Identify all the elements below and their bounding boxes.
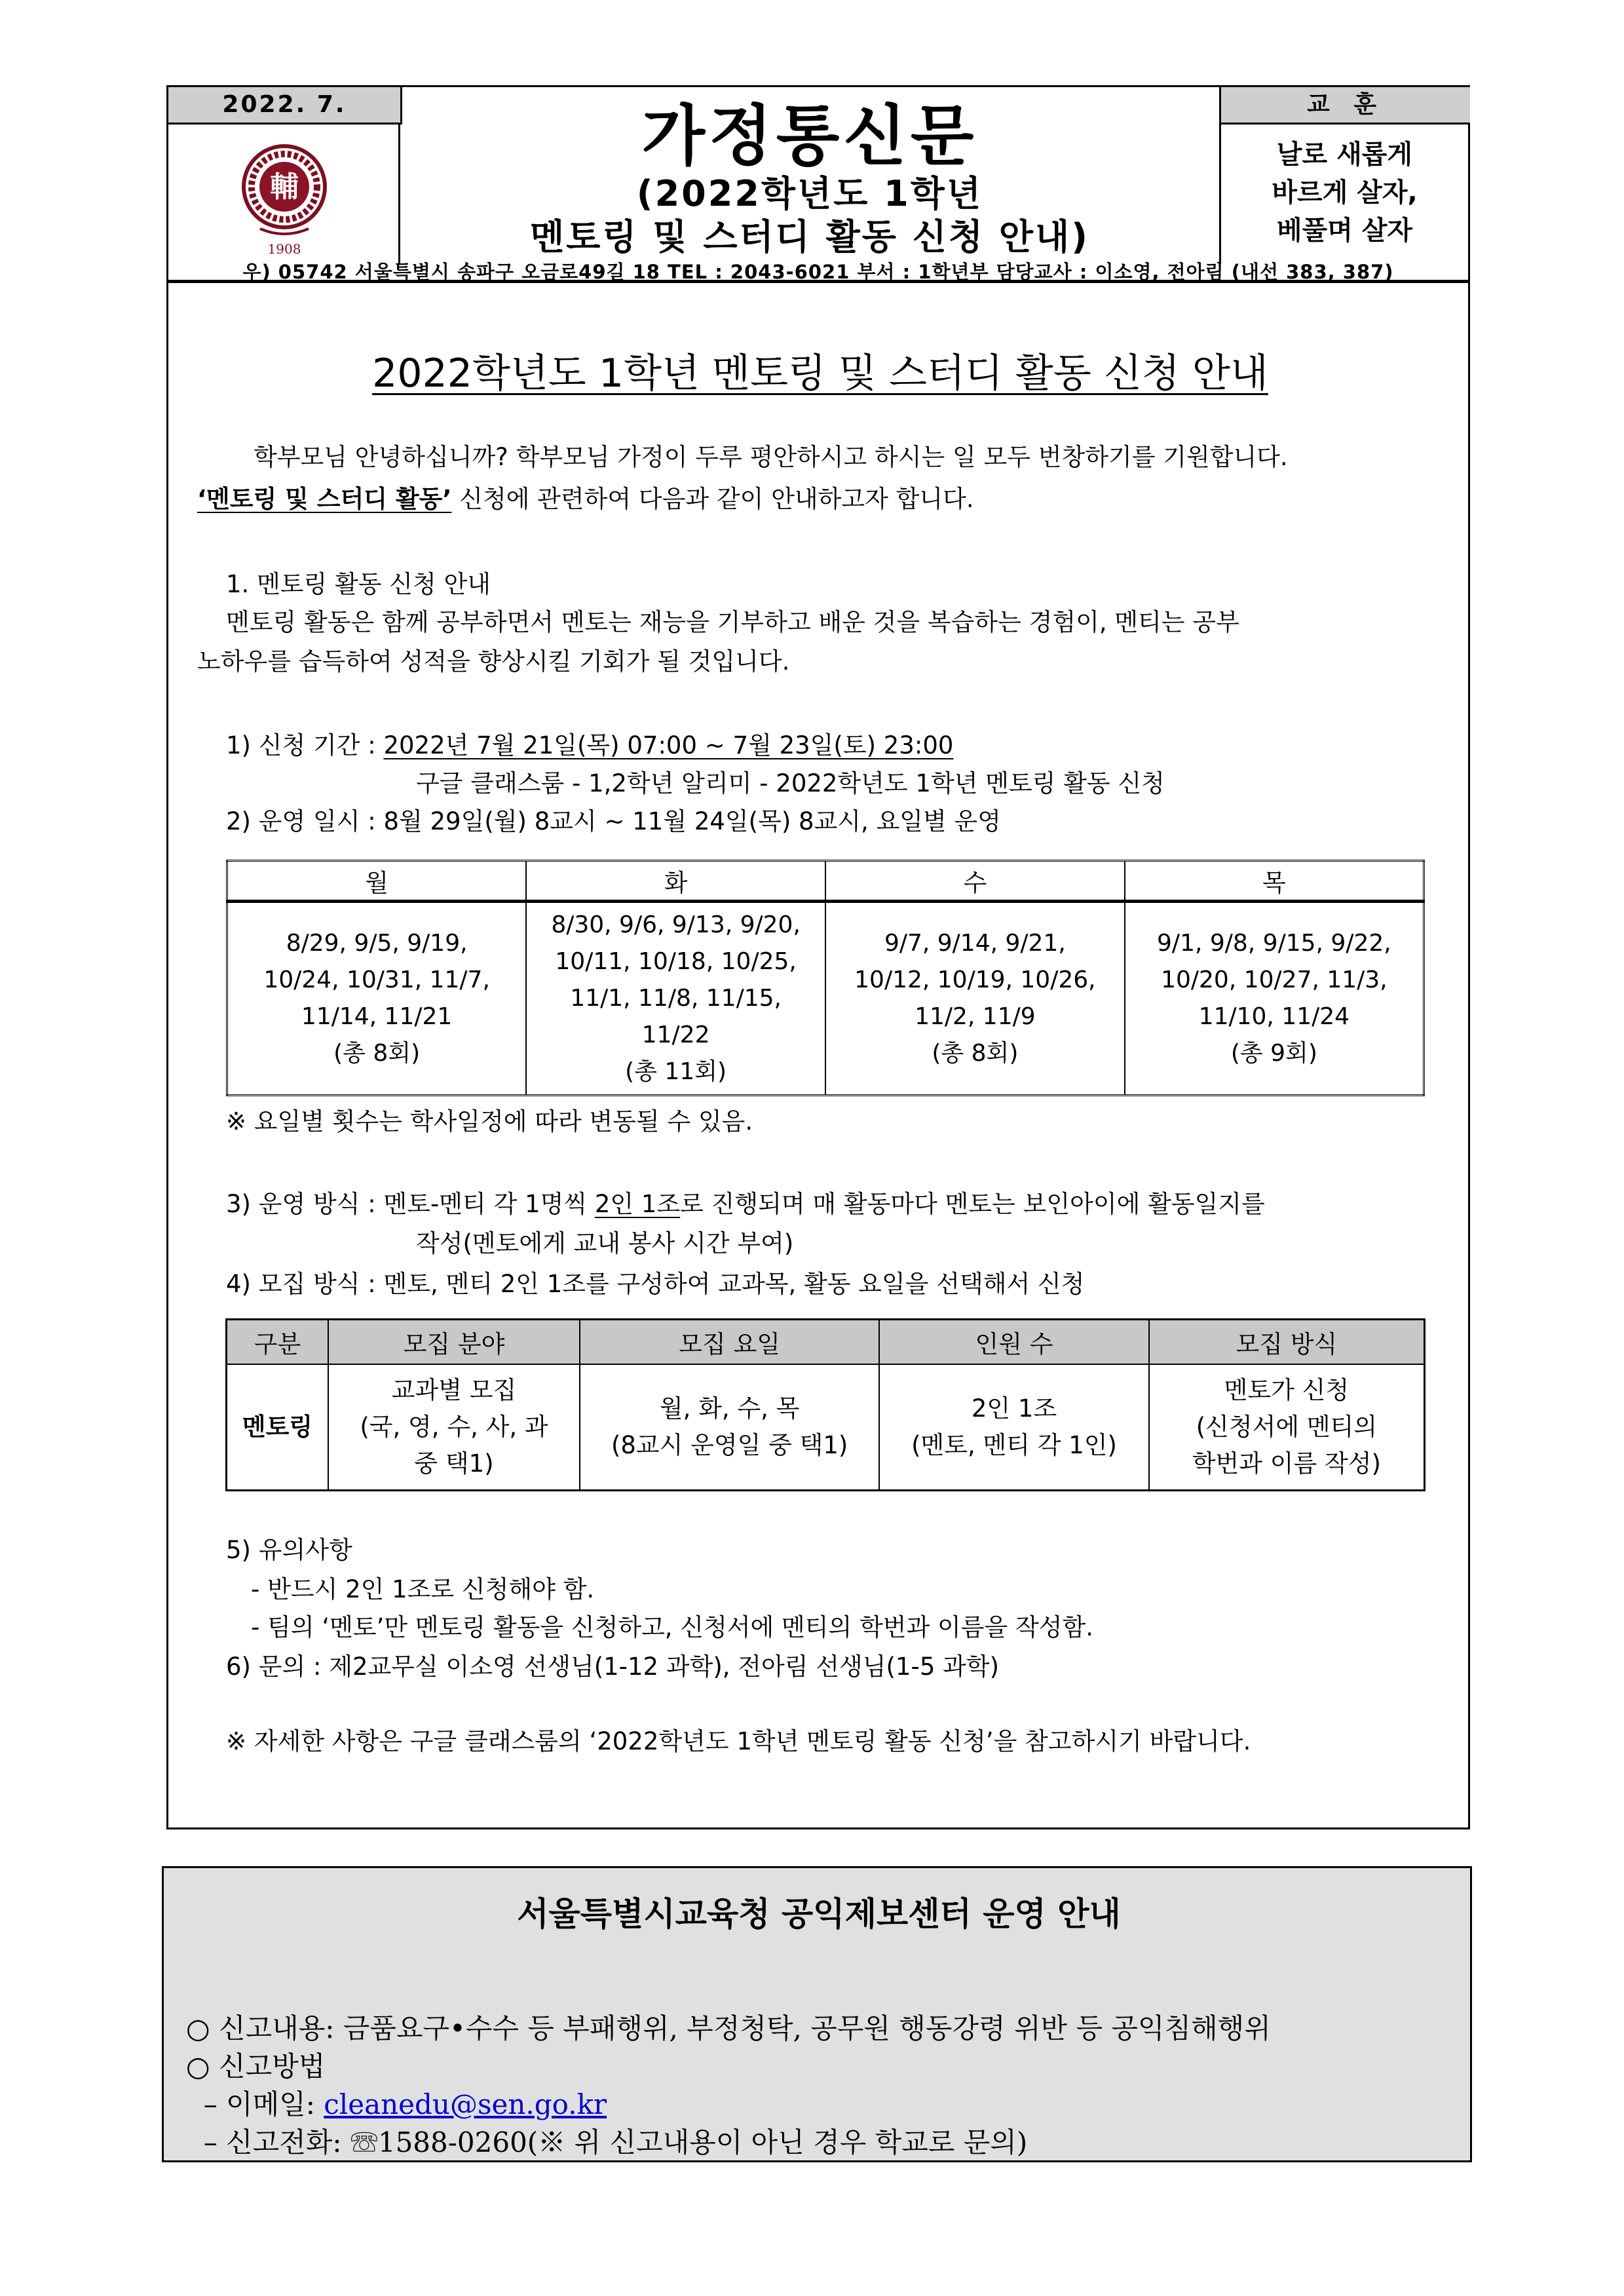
cautions-title: 5) 유의사항	[226, 1536, 352, 1564]
final-note: ※ 자세한 사항은 구글 클래스룸의 ‘2022학년도 1학년 멘토링 활동 신청’을 참고하시기 바랍니다.	[226, 1727, 1251, 1755]
schedule-header-thu: 목	[1125, 861, 1424, 902]
subtitle-line-2: 멘토링 및 스터디 활동 신청 안내)	[530, 216, 1089, 258]
apply-period	[226, 727, 953, 764]
intro-line-1: 학부모님 안녕하십니까? 학부모님 가정이 두루 평안하시고 하시는 일 모두 번창하기를 기원합니다.	[254, 443, 1288, 471]
school-emblem-icon	[168, 123, 400, 262]
motto-line: 날로 새롭게	[1276, 140, 1413, 170]
schedule-header-tue: 화	[526, 861, 825, 902]
report-email-line: – 이메일: cleanedu@sen.go.kr	[186, 2088, 607, 2120]
report-phone: – 신고전화: ☏1588-0260(※ 위 신고내용이 아닌 경우 학교로 문의)	[186, 2126, 1028, 2158]
report-email-link[interactable]: cleanedu@sen.go.kr	[324, 2088, 607, 2120]
intro-line-2	[197, 481, 974, 518]
recruit-table	[225, 1318, 1426, 1491]
report-method: ○ 신고방법	[186, 2050, 326, 2082]
apply-period-label: 1) 신청 기간 :	[226, 731, 384, 759]
school-logo-cell	[168, 123, 400, 264]
subtitle-line-1: (2022학년도 1학년	[636, 173, 983, 214]
apply-period-sub: 구글 클래스룸 - 1,2학년 알리미 - 2022학년도 1학년 멘토링 활동 신청	[416, 769, 1165, 797]
section-1-title: 1. 멘토링 활동 신청 안내	[226, 570, 491, 598]
title-block	[400, 87, 1219, 264]
schedule-header-wed: 수	[825, 861, 1125, 902]
emblem-char: 輔	[270, 170, 299, 204]
operation-date: 2) 운영 일시 : 8월 29일(월) 8교시 ~ 11월 24일(목) 8교시, 요일별 운영	[226, 807, 1002, 835]
recruit-header: 구분	[227, 1320, 328, 1365]
motto-line: 베풀며 살자	[1276, 216, 1413, 246]
section-1-desc-line-1: 멘토링 활동은 함께 공부하면서 멘토는 재능을 기부하고 배운 것을 복습하는 경험이, 멘티는 공부	[226, 608, 1239, 636]
operation-method: 3) 운영 방식 : 멘토-멘티 각 1명씩 2인 1조로 진행되며 매 활동마다 멘토는 보인아이에 활동일지를	[226, 1190, 1265, 1218]
schedule-note: ※ 요일별 횟수는 학사일정에 따라 변동될 수 있음.	[226, 1107, 753, 1136]
recruit-header: 모집 방식	[1149, 1320, 1425, 1365]
recruit-field: 교과별 모집 (국, 영, 수, 사, 과 중 택1)	[328, 1364, 580, 1491]
schedule-cell-wed: 9/7, 9/14, 9/21, 10/12, 10/19, 10/26, 11/2, 11/9 (총 8회)	[825, 902, 1125, 1096]
caution-1: - 반드시 2인 1조로 신청해야 함.	[251, 1575, 595, 1603]
report-content: ○ 신고내용: 금품요구•수수 등 부패행위, 부정청탁, 공무원 행동강령 위반 등 공익침해행위	[186, 2012, 1271, 2044]
notice-body	[166, 283, 1470, 1829]
newsletter-header	[166, 85, 1470, 282]
schedule-header-mon: 월	[227, 861, 527, 902]
recruit-method-cell: 멘토가 신청 (신청서에 멘티의 학번과 이름 작성)	[1149, 1364, 1425, 1491]
emblem-year: 1908	[267, 241, 301, 257]
report-center-box	[162, 1866, 1472, 2162]
section-1-desc-line-2: 노하우를 습득하여 성적을 향상시킬 기회가 될 것입니다.	[197, 647, 790, 676]
intro-line-2-rest: 신청에 관련하여 다음과 같이 안내하고자 합니다.	[451, 485, 974, 513]
schedule-cell-thu: 9/1, 9/8, 9/15, 9/22, 10/20, 10/27, 11/3, 11/10, 11/24 (총 9회)	[1125, 902, 1424, 1096]
caution-2: - 팀의 ‘멘토’만 멘토링 활동을 신청하고, 신청서에 멘티의 학번과 이름을 작성함.	[251, 1613, 1094, 1641]
recruit-header: 인원 수	[879, 1320, 1149, 1365]
school-address: 우) 05742 서울특별시 송파구 오금로49길 18 TEL : 2043-6021 부서 : 1학년부 담당교사 : 이소영, 전아림 (내선 383, 387)	[166, 261, 1470, 283]
recruit-category: 멘토링	[227, 1364, 328, 1491]
schedule-cell-mon: 8/29, 9/5, 9/19, 10/24, 10/31, 11/7, 11/14, 11/21 (총 8회)	[263, 930, 490, 1067]
issue-date: 2022. 7.	[168, 87, 402, 124]
apply-period-value: 2022년 7월 21일(목) 07:00 ~ 7월 23일(토) 23:00	[383, 731, 954, 759]
recruit-people: 2인 1조 (멘토, 멘티 각 1인)	[879, 1364, 1149, 1491]
schedule-cell-tue: 8/30, 9/6, 9/13, 9/20, 10/11, 10/18, 10/25, 11/1, 11/8, 11/15, 11/22 (총 11회)	[526, 902, 825, 1096]
motto-line: 바르게 살자,	[1272, 178, 1418, 208]
operation-method-line-2: 작성(멘토에게 교내 봉사 시간 부여)	[416, 1229, 794, 1257]
intro-quoted-term: ‘멘토링 및 스터디 활동’	[197, 485, 452, 513]
recruit-method: 4) 모집 방식 : 멘토, 멘티 2인 1조를 구성하여 교과목, 활동 요일을 선택해서 신청	[226, 1270, 1085, 1298]
report-center-title: 서울특별시교육청 공익제보센터 운영 안내	[517, 1895, 1121, 1933]
method-underlined: 2인 1조	[594, 1190, 681, 1218]
inquiry: 6) 문의 : 제2교무실 이소영 선생님(1-12 과학), 전아림 선생님(1-5 과학)	[226, 1653, 1000, 1681]
recruit-header: 모집 분야	[328, 1320, 580, 1365]
recruit-days: 월, 화, 수, 목 (8교시 운영일 중 택1)	[580, 1364, 879, 1491]
page-title: 가정통신문	[641, 98, 978, 174]
notice-title: 2022학년도 1학년 멘토링 및 스터디 활동 신청 안내	[372, 351, 1268, 396]
recruit-header: 모집 요일	[580, 1320, 879, 1365]
school-motto	[1219, 123, 1468, 264]
schedule-table	[226, 860, 1425, 1096]
motto-label: 교 훈	[1219, 87, 1470, 124]
